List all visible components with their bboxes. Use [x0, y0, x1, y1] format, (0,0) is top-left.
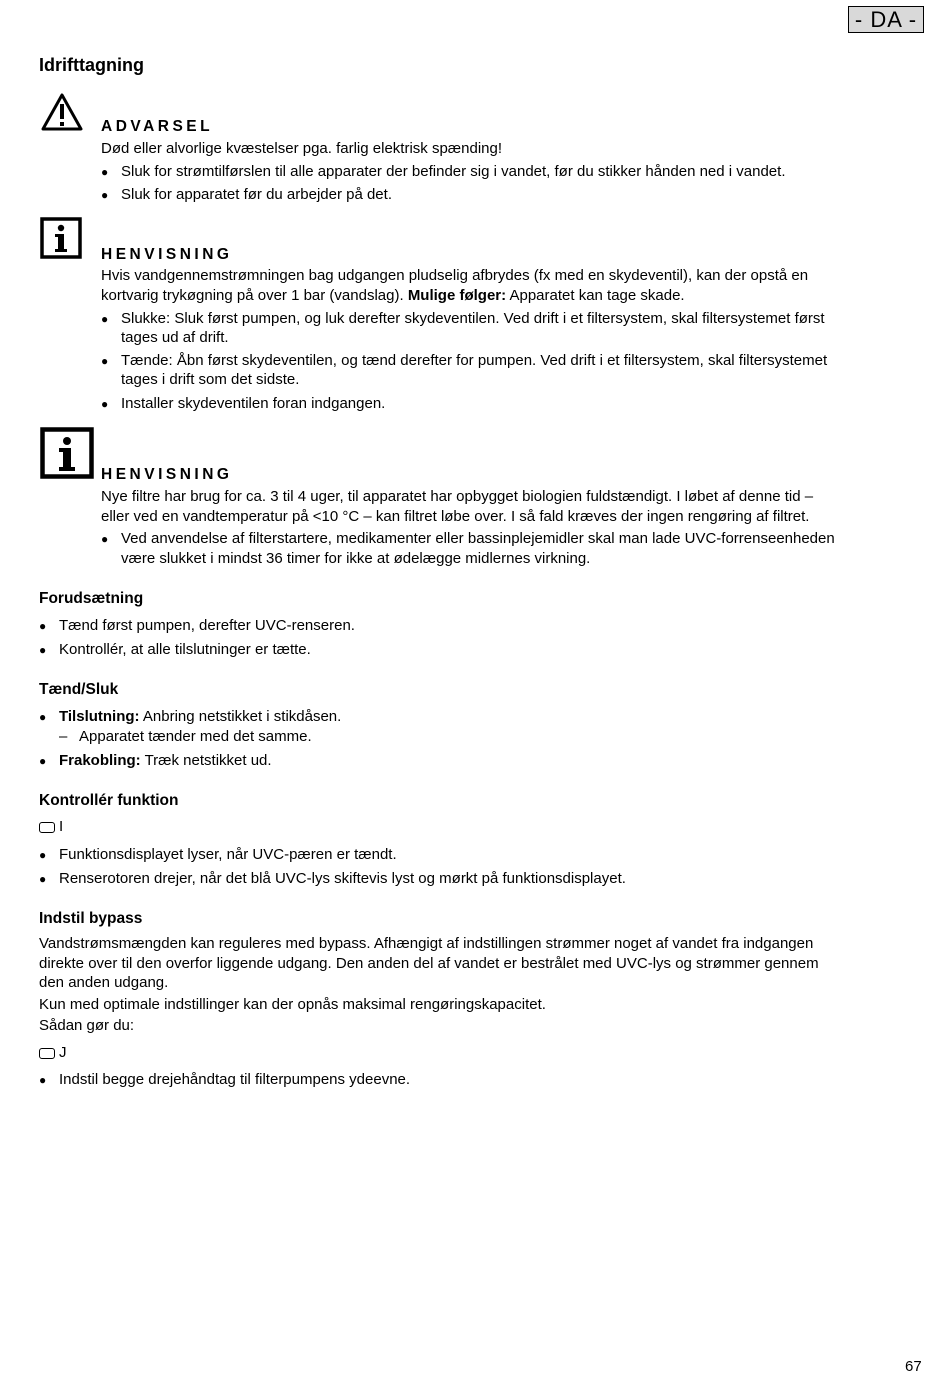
- bullet-icon: ●: [101, 532, 109, 546]
- notice-text-line: Hvis vandgennemstrømningen bag udgangen pludselig afbrydes (fx med en skydeventil), kan der opstå en: [101, 267, 809, 284]
- notice-text-line: eller ved en vandtemperatur på <10 °C – kan filtret løbe over. I så fald kræves der ingen rengøring af filtret.: [101, 508, 810, 525]
- paragraph-line: Vandstrømsmængden kan reguleres med bypass. Afhængigt af indstillingen strømmer noget af vandet fra indgangen: [39, 935, 814, 952]
- dash-icon: –: [59, 728, 68, 745]
- warning-triangle-icon: [40, 92, 84, 132]
- bullet-icon: ●: [39, 848, 47, 862]
- section-heading: Forudsætning: [39, 590, 144, 607]
- warning-text: Død eller alvorlige kvæstelser pga. farlig elektrisk spænding!: [101, 140, 503, 157]
- info-icon: [40, 427, 94, 479]
- bullet-icon: ●: [39, 1073, 47, 1087]
- figure-reference: J: [39, 1043, 67, 1063]
- section-heading: Kontrollér funktion: [39, 792, 179, 809]
- figure-box-icon: [39, 822, 55, 833]
- bullet-icon: ●: [101, 312, 109, 326]
- bullet-icon: ●: [39, 754, 47, 768]
- notice-text-line: kortvarig trykøgning på over 1 bar (vandslag). Mulige følger: Apparatet kan tage skade.: [101, 287, 685, 304]
- section-heading: Indstil bypass: [39, 910, 143, 927]
- bullet-icon: ●: [39, 643, 47, 657]
- bullet-icon: ●: [101, 397, 109, 411]
- language-badge: - DA -: [848, 6, 924, 33]
- paragraph-line: direkte over til den overfor liggende udgang. Den anden del af vandet er bestrålet med UVC-lys og strømmer gennem: [39, 955, 819, 972]
- warning-heading: ADVARSEL: [101, 118, 214, 135]
- notice-heading: HENVISNING: [101, 246, 233, 263]
- notice-text-line: Nye filtre har brug for ca. 3 til 4 uger, til apparatet har opbygget biologien fuldstændigt. I løbet af denne tid –: [101, 488, 814, 505]
- bullet-icon: ●: [39, 619, 47, 633]
- paragraph-line: den anden udgang.: [39, 974, 169, 991]
- info-icon: [40, 217, 82, 259]
- figure-reference: I: [39, 817, 63, 837]
- paragraph-line: Kun med optimale indstillinger kan der opnås maksimal rengøringskapacitet.: [39, 996, 546, 1013]
- section-heading: Tænd/Sluk: [39, 681, 119, 698]
- paragraph-line: Sådan gør du:: [39, 1017, 135, 1034]
- notice-heading: HENVISNING: [101, 466, 233, 483]
- page-title: Idrifttagning: [39, 55, 144, 75]
- figure-box-icon: [39, 1048, 55, 1059]
- bullet-icon: ●: [39, 710, 47, 724]
- bullet-icon: ●: [101, 354, 109, 368]
- bullet-icon: ●: [39, 872, 47, 886]
- page-number: 67: [905, 1358, 922, 1375]
- bullet-icon: ●: [101, 165, 109, 179]
- bullet-icon: ●: [101, 188, 109, 202]
